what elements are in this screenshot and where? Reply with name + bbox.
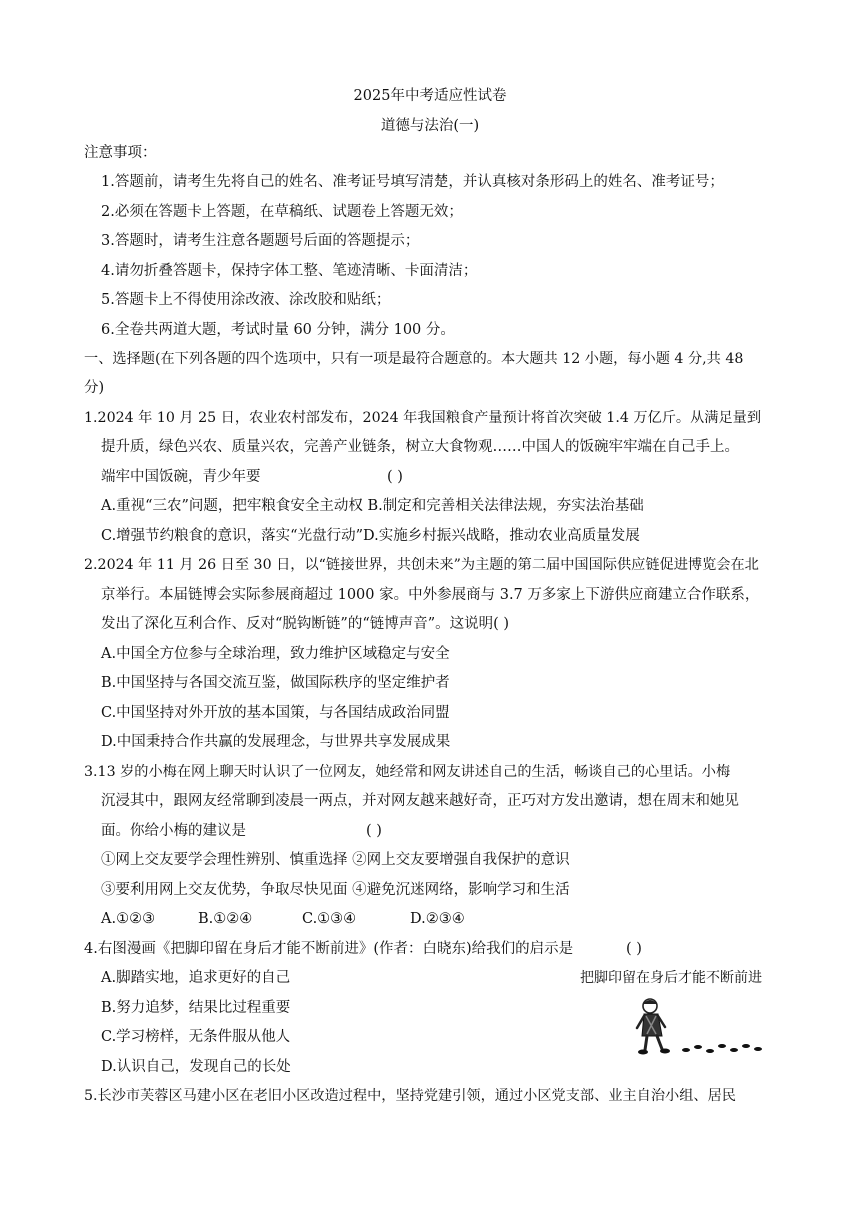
question-3-option-c: C.①③④ — [302, 911, 357, 927]
notice-item: 6.全卷共两道大题，考试时量 60 分钟，满分 100 分。 — [101, 322, 455, 338]
question-3-option-a: A.①②③ — [101, 911, 156, 927]
notice-item: 1.答题前，请考生先将自己的姓名、准考证号填写清楚，并认真核对条形码上的姓名、准考证号； — [101, 174, 724, 190]
exam-title: 2025年中考适应性试卷 — [353, 88, 507, 104]
question-2-option: A.中国全方位参与全球治理，致力维护区域稳定与安全 — [101, 646, 450, 662]
notice-item: 4.请勿折叠答题卡，保持字体工整、笔迹清晰、卡面清洁； — [101, 263, 478, 279]
question-2-stem: 发出了深化互利合作、反对“脱钩断链”的“链博声音”。这说明( ) — [101, 616, 510, 632]
question-2-option: B.中国坚持与各国交流互鉴，做国际秩序的坚定维护者 — [101, 675, 450, 691]
question-2-option: D.中国秉持合作共赢的发展理念，与世界共享发展成果 — [101, 734, 451, 750]
section-heading: 一、选择题(在下列各题的四个选项中，只有一项是最符合题意的。本大题共 12 小题，每小题 4 分,共 48 — [84, 351, 744, 367]
question-4-option: A.脚踏实地，追求更好的自己 — [101, 970, 291, 986]
question-4-option: B.努力追梦，结果比过程重要 — [101, 1000, 291, 1016]
section-heading-cont: 分) — [84, 380, 105, 396]
question-4-option: D.认识自己，发现自己的长处 — [101, 1059, 291, 1075]
question-5-stem: 5.长沙市芙蓉区马建小区在老旧小区改造过程中，坚持党建引领，通过小区党支部、业主自治小组、居民 — [84, 1088, 736, 1104]
question-3-stem: 沉浸其中，跟网友经常聊到凌晨一两点，并对网友越来越好奇，正巧对方发出邀请，想在周末和她见 — [101, 793, 739, 809]
exam-subtitle: 道德与法治(一) — [380, 118, 480, 134]
notice-item: 5.答题卡上不得使用涂改液、涂改胶和贴纸； — [101, 292, 391, 308]
question-3-option-b: B.①②④ — [198, 911, 253, 927]
notice-item: 3.答题时，请考生注意各题题号后面的答题提示； — [101, 233, 420, 249]
answer-blank: ( ) — [387, 469, 403, 485]
question-3-stem: 3.13 岁的小梅在网上聊天时认识了一位网友，她经常和网友讲述自己的生活，畅谈自己的心里话。小梅 — [84, 764, 731, 780]
question-2-option: C.中国坚持对外开放的基本国策，与各国结成政治同盟 — [101, 705, 450, 721]
answer-blank: ( ) — [366, 823, 382, 839]
question-1-stem: 1.2024 年 10 月 25 日，农业农村部发布，2024 年我国粮食产量预计将首次突破 1.4 万亿斤。从满足量到 — [84, 410, 762, 426]
question-2-stem: 2.2024 年 11 月 26 日至 30 日，以“链接世界，共创未来”为主题的第二届中国国际供应链促进博览会在北 — [84, 557, 759, 573]
question-1-stem: 提升质，绿色兴农、质量兴农，完善产业链条，树立大食物观……中国人的饭碗牢牢端在自己手上。 — [101, 439, 739, 455]
question-4-stem: 4.右图漫画《把脚印留在身后才能不断前进》(作者：白晓东)给我们的启示是 — [84, 941, 574, 957]
notice-heading: 注意事项： — [84, 145, 157, 161]
question-1-stem: 端牢中国饭碗，青少年要 — [101, 469, 261, 485]
question-3-statement: ③要利用网上交友优势，争取尽快见面 ④避免沉迷网络，影响学习和生活 — [101, 882, 570, 898]
notice-item: 2.必须在答题卡上答题，在草稿纸、试题卷上答题无效； — [101, 204, 463, 220]
cartoon-caption: 把脚印留在身后才能不断前进 — [580, 970, 762, 986]
question-4-option: C.学习榜样，无条件服从他人 — [101, 1029, 291, 1045]
question-1-option: C.增强节约粮食的意识，落实“光盘行动”D.实施乡村振兴战略，推动农业高质量发展 — [101, 528, 640, 544]
question-2-stem: 京举行。本届链博会实际参展商超过 1000 家。中外参展商与 3.7 万多家上下游供应商建立合作联系， — [101, 587, 760, 603]
question-3-option-d: D.②③④ — [410, 911, 465, 927]
question-3-stem: 面。你给小梅的建议是 — [101, 823, 246, 839]
cartoon-image — [632, 996, 772, 1058]
question-3-statement: ①网上交友要学会理性辨别、慎重选择 ②网上交友要增强自我保护的意识 — [101, 852, 570, 868]
answer-blank: ( ) — [626, 941, 642, 957]
question-1-option: A.重视“三农”问题，把牢粮食安全主动权 B.制定和完善相关法律法规，夯实法治基础 — [101, 498, 644, 514]
